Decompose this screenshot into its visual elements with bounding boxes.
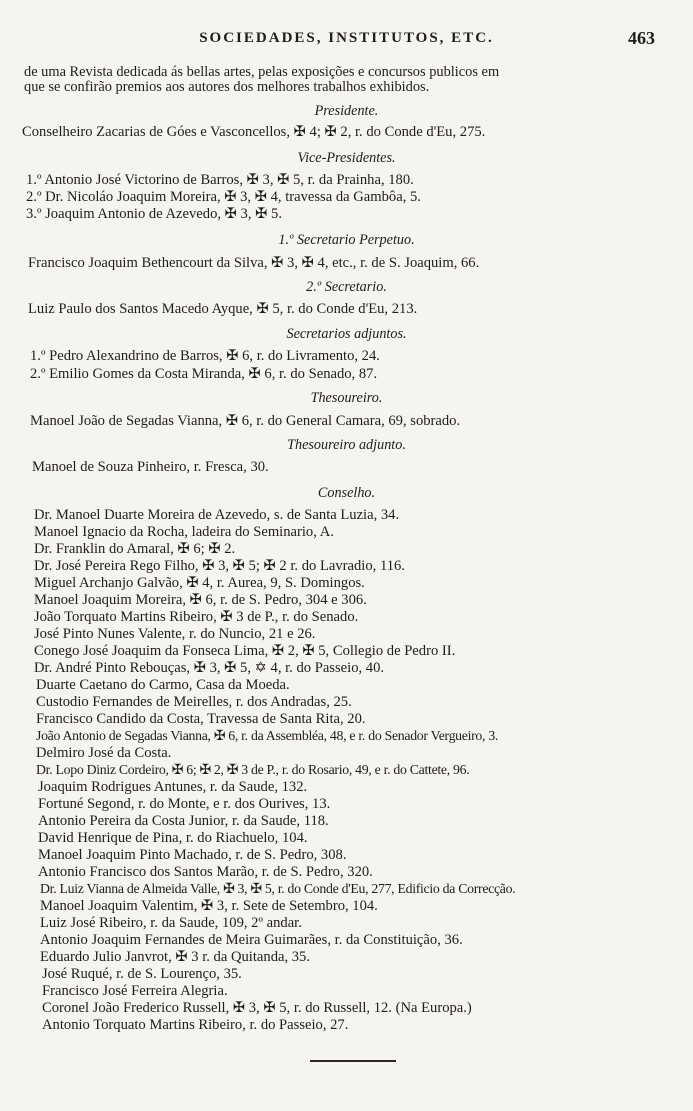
entry-line: Miguel Archanjo Galvão, ✠ 4, r. Aurea, 9, S. Domingos.: [34, 575, 365, 591]
entry-line: Manoel Joaquim Valentim, ✠ 3, r. Sete de Setembro, 104.: [40, 898, 378, 914]
entry-line: João Torquato Martins Ribeiro, ✠ 3 de P., r. do Senado.: [34, 609, 359, 625]
entry-line: Fortuné Segond, r. do Monte, e r. dos Ourives, 13.: [38, 796, 331, 812]
entry-line: Dr. Franklin do Amaral, ✠ 6; ✠ 2.: [34, 541, 236, 557]
section-heading: 1.º Secretario Perpetuo.: [278, 232, 415, 248]
entry-line: Luiz José Ribeiro, r. da Saude, 109, 2º andar.: [40, 915, 302, 931]
end-rule: [310, 1060, 396, 1062]
section-heading: Presidente.: [314, 103, 379, 119]
entry-line: Dr. André Pinto Rebouças, ✠ 3, ✠ 5, ✡ 4, r. do Passeio, 40.: [34, 660, 385, 676]
entry-line: Dr. Manoel Duarte Moreira de Azevedo, s. de Santa Luzia, 34.: [34, 507, 400, 523]
entry-line: Dr. Lopo Diniz Cordeiro, ✠ 6; ✠ 2, ✠ 3 de P., r. do Rosario, 49, e r. do Cattete, 96.: [36, 762, 470, 777]
intro-line: de uma Revista dedicada ás bellas artes, pelas exposições e concursos publicos em: [24, 64, 500, 80]
entry-line: Luiz Paulo dos Santos Macedo Ayque, ✠ 5, r. do Conde d'Eu, 213.: [28, 301, 418, 317]
section-heading: Secretarios adjuntos.: [286, 326, 407, 342]
entry-line: 2.º Dr. Nicoláo Joaquim Moreira, ✠ 3, ✠ 4, travessa da Gambôa, 5.: [26, 189, 421, 205]
header-title: SOCIEDADES, INSTITUTOS, ETC.: [199, 30, 494, 46]
entry-line: Dr. José Pereira Rego Filho, ✠ 3, ✠ 5; ✠ 2 r. do Lavradio, 116.: [34, 558, 405, 574]
entry-line: Francisco José Ferreira Alegria.: [42, 983, 228, 999]
entry-line: Antonio Pereira da Costa Junior, r. da Saude, 118.: [38, 813, 329, 829]
section-heading: 2.º Secretario.: [306, 279, 387, 295]
entry-line: Francisco Candido da Costa, Travessa de Santa Rita, 20.: [36, 711, 366, 727]
entry-line: 2.º Emilio Gomes da Costa Miranda, ✠ 6, r. do Senado, 87.: [30, 366, 378, 382]
entry-line: Antonio Torquato Martins Ribeiro, r. do Passeio, 27.: [42, 1017, 349, 1033]
entry-line: Conselheiro Zacarias de Góes e Vasconcellos, ✠ 4; ✠ 2, r. do Conde d'Eu, 275.: [22, 124, 486, 140]
entry-line: Antonio Francisco dos Santos Marão, r. de S. Pedro, 320.: [38, 864, 373, 880]
entry-line: Manoel João de Segadas Vianna, ✠ 6, r. do General Camara, 69, sobrado.: [30, 413, 461, 429]
entry-line: Manoel de Souza Pinheiro, r. Fresca, 30.: [32, 459, 269, 475]
entry-line: Duarte Caetano do Carmo, Casa da Moeda.: [36, 677, 290, 693]
entry-line: José Pinto Nunes Valente, r. do Nuncio, 21 e 26.: [34, 626, 316, 642]
entry-line: Eduardo Julio Janvrot, ✠ 3 r. da Quitanda, 35.: [40, 949, 311, 965]
section-heading: Thesoureiro.: [310, 390, 383, 406]
entry-line: Coronel João Frederico Russell, ✠ 3, ✠ 5, r. do Russell, 12. (Na Europa.): [42, 1000, 472, 1016]
section-heading: Conselho.: [317, 485, 376, 501]
entry-line: 1.º Antonio José Victorino de Barros, ✠ 3, ✠ 5, r. da Prainha, 180.: [26, 172, 414, 188]
entry-line: David Henrique de Pina, r. do Riachuelo, 104.: [38, 830, 308, 846]
entry-line: Delmiro José da Costa.: [36, 745, 172, 761]
entry-line: Manoel Ignacio da Rocha, ladeira do Seminario, A.: [34, 524, 334, 540]
entry-line: Conego José Joaquim da Fonseca Lima, ✠ 2, ✠ 5, Collegio de Pedro II.: [34, 643, 456, 659]
entry-line: José Ruqué, r. de S. Lourenço, 35.: [42, 966, 242, 982]
entry-line: João Antonio de Segadas Vianna, ✠ 6, r. da Assembléa, 48, e r. do Senador Vergueiro, 3.: [36, 728, 499, 743]
section-heading: Vice-Presidentes.: [297, 150, 396, 166]
entry-line: 1.º Pedro Alexandrino de Barros, ✠ 6, r. do Livramento, 24.: [30, 348, 380, 364]
entry-line: Custodio Fernandes de Meirelles, r. dos Andradas, 25.: [36, 694, 352, 710]
entry-line: Dr. Luiz Vianna de Almeida Valle, ✠ 3, ✠ 5, r. do Conde d'Eu, 277, Edificio da Correcção.: [40, 881, 516, 896]
intro-line: que se confirão premios aos autores dos melhores trabalhos exhibidos.: [24, 79, 430, 95]
entry-line: Manoel Joaquim Moreira, ✠ 6, r. de S. Pedro, 304 e 306.: [34, 592, 367, 608]
entry-line: Francisco Joaquim Bethencourt da Silva, ✠ 3, ✠ 4, etc., r. de S. Joaquim, 66.: [28, 255, 480, 271]
section-heading: Thesoureiro adjunto.: [287, 437, 406, 453]
entry-line: Antonio Joaquim Fernandes de Meira Guimarães, r. da Constituição, 36.: [40, 932, 463, 948]
entry-line: Joaquim Rodrigues Antunes, r. da Saude, 132.: [38, 779, 308, 795]
entry-line: Manoel Joaquim Pinto Machado, r. de S. Pedro, 308.: [38, 847, 347, 863]
running-header: [0, 30, 693, 54]
page-number: 463: [628, 28, 655, 48]
entry-line: 3.º Joaquim Antonio de Azevedo, ✠ 3, ✠ 5.: [26, 206, 282, 222]
